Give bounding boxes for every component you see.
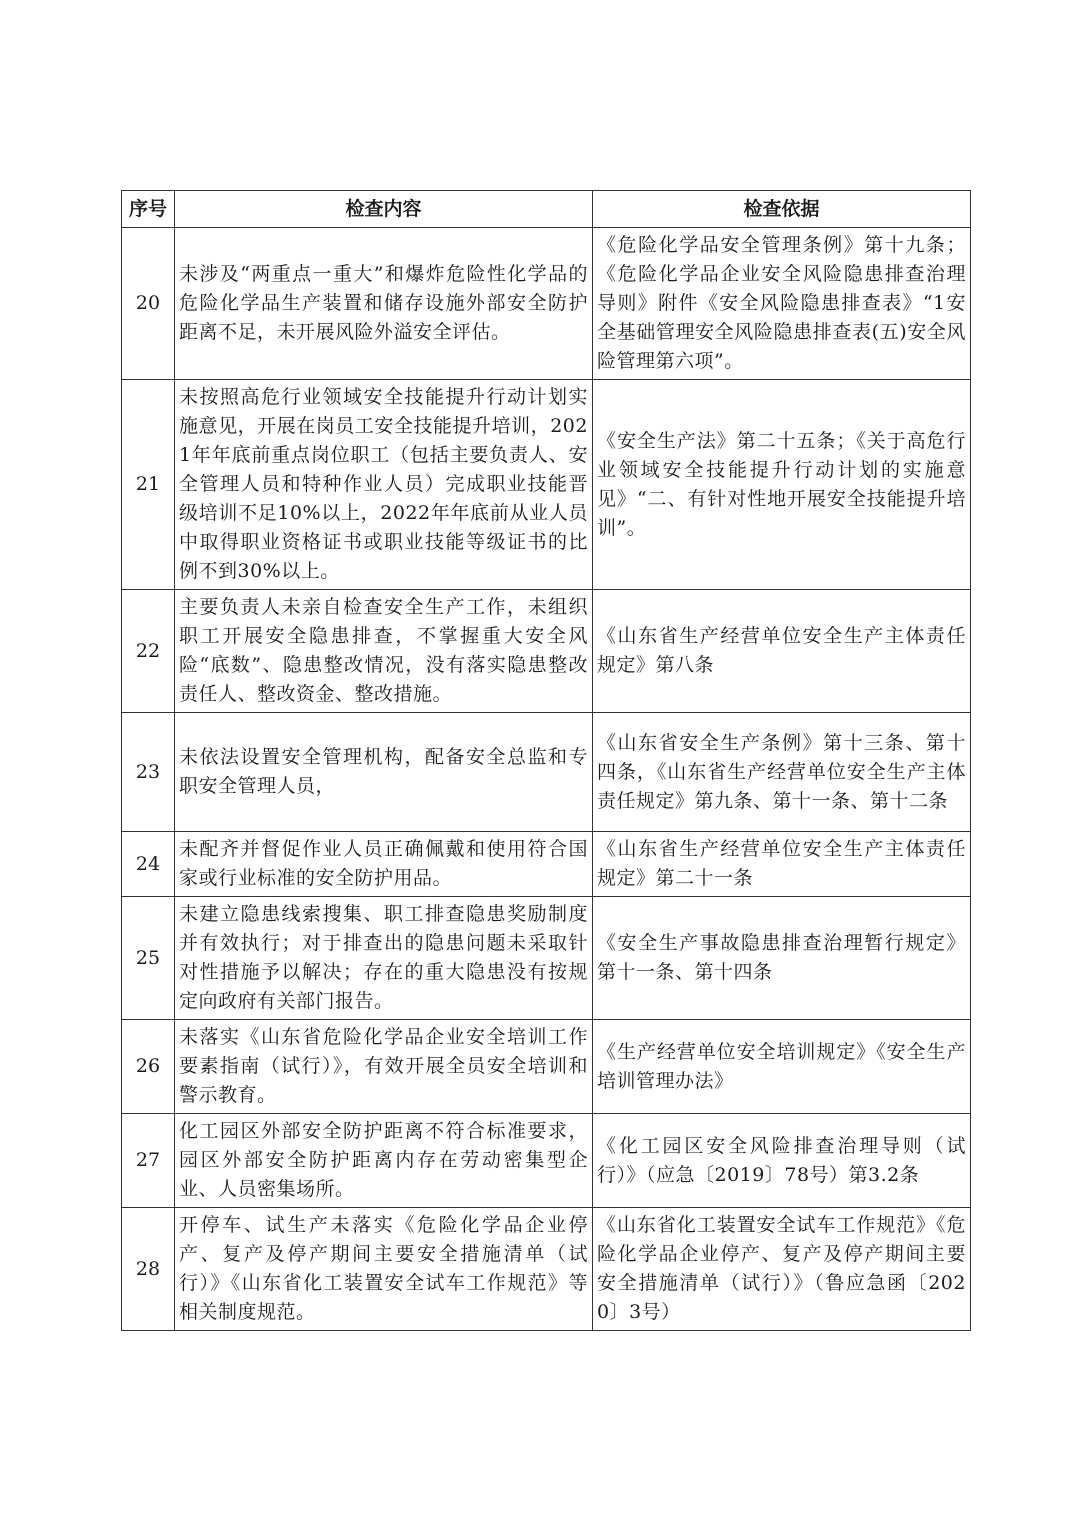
inspection-table bbox=[121, 190, 971, 1331]
row-content: 未建立隐患线索搜集、职工排查隐患奖励制度并有效执行；对于排查出的隐患问题未采取针对性措施予以解决；存在的重大隐患没有按规定向政府有关部门报告。 bbox=[175, 897, 593, 1020]
row-no: 26 bbox=[122, 1020, 175, 1114]
row-no: 27 bbox=[122, 1114, 175, 1208]
header-basis: 检查依据 bbox=[593, 191, 971, 228]
row-basis: 《山东省生产经营单位安全生产主体责任规定》第二十一条 bbox=[593, 832, 971, 897]
row-content: 未落实《山东省危险化学品企业安全培训工作要素指南（试行）》，有效开展全员安全培训和警示教育。 bbox=[175, 1020, 593, 1114]
table-row bbox=[122, 380, 971, 590]
header-content: 检查内容 bbox=[175, 191, 593, 228]
row-basis: 《生产经营单位安全培训规定》《安全生产培训管理办法》 bbox=[593, 1020, 971, 1114]
row-no: 20 bbox=[122, 228, 175, 380]
row-content: 未配齐并督促作业人员正确佩戴和使用符合国家或行业标准的安全防护用品。 bbox=[175, 832, 593, 897]
row-basis: 《危险化学品安全管理条例》第十九条；《危险化学品企业安全风险隐患排查治理导则》附件《安全风险隐患排查表》“1安全基础管理安全风险隐患排查表(五)安全风险管理第六项”。 bbox=[593, 228, 971, 380]
row-basis: 《山东省生产经营单位安全生产主体责任规定》第八条 bbox=[593, 590, 971, 713]
document-page bbox=[121, 190, 970, 1331]
table-row bbox=[122, 590, 971, 713]
row-content: 未依法设置安全管理机构，配备安全总监和专职安全管理人员， bbox=[175, 713, 593, 832]
table-row bbox=[122, 832, 971, 897]
table-row bbox=[122, 1114, 971, 1208]
table-row bbox=[122, 713, 971, 832]
table-header-row bbox=[122, 191, 971, 228]
row-content: 化工园区外部安全防护距离不符合标准要求，园区外部安全防护距离内存在劳动密集型企业、人员密集场所。 bbox=[175, 1114, 593, 1208]
table-row bbox=[122, 897, 971, 1020]
row-no: 28 bbox=[122, 1208, 175, 1331]
row-content: 未按照高危行业领域安全技能提升行动计划实施意见，开展在岗员工安全技能提升培训，2021年年底前重点岗位职工（包括主要负责人、安全管理人员和特种作业人员）完成职业技能晋级培训不足10%以上，2022年年底前从业人员中取得职业资格证书或职业技能等级证书的比例不到30%以上。 bbox=[175, 380, 593, 590]
table-row bbox=[122, 1020, 971, 1114]
row-basis: 《化工园区安全风险排查治理导则（试行）》（应急〔2019〕78号）第3.2条 bbox=[593, 1114, 971, 1208]
row-basis: 《山东省化工装置安全试车工作规范》《危险化学品企业停产、复产及停产期间主要安全措施清单（试行）》（鲁应急函〔2020〕3号） bbox=[593, 1208, 971, 1331]
row-content: 开停车、试生产未落实《危险化学品企业停产、复产及停产期间主要安全措施清单（试行）》《山东省化工装置安全试车工作规范》等相关制度规范。 bbox=[175, 1208, 593, 1331]
header-no: 序号 bbox=[122, 191, 175, 228]
row-no: 23 bbox=[122, 713, 175, 832]
row-no: 22 bbox=[122, 590, 175, 713]
row-no: 24 bbox=[122, 832, 175, 897]
row-basis: 《山东省安全生产条例》第十三条、第十四条，《山东省生产经营单位安全生产主体责任规定》第九条、第十一条、第十二条 bbox=[593, 713, 971, 832]
row-no: 25 bbox=[122, 897, 175, 1020]
row-content: 未涉及“两重点一重大”和爆炸危险性化学品的危险化学品生产装置和储存设施外部安全防护距离不足，未开展风险外溢安全评估。 bbox=[175, 228, 593, 380]
row-basis: 《安全生产事故隐患排查治理暂行规定》第十一条、第十四条 bbox=[593, 897, 971, 1020]
table-row bbox=[122, 228, 971, 380]
table-row bbox=[122, 1208, 971, 1331]
row-no: 21 bbox=[122, 380, 175, 590]
row-basis: 《安全生产法》第二十五条；《关于高危行业领域安全技能提升行动计划的实施意见》“二、有针对性地开展安全技能提升培训”。 bbox=[593, 380, 971, 590]
row-content: 主要负责人未亲自检查安全生产工作，未组织职工开展安全隐患排查，不掌握重大安全风险“底数”、隐患整改情况，没有落实隐患整改责任人、整改资金、整改措施。 bbox=[175, 590, 593, 713]
